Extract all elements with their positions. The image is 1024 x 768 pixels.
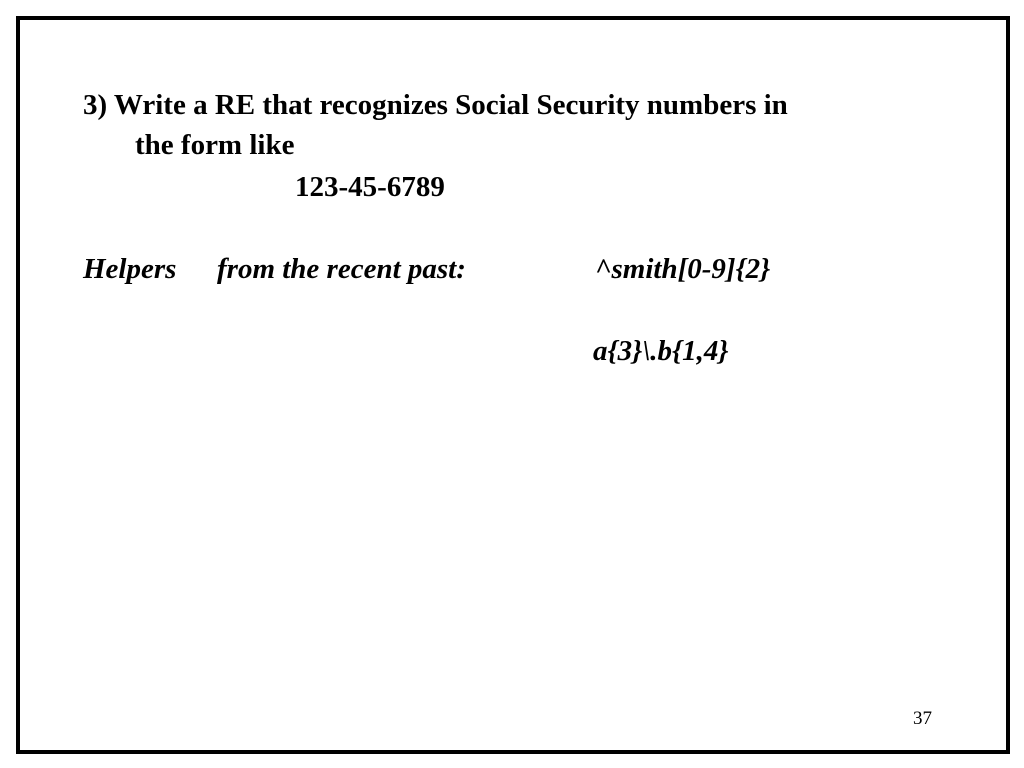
helpers-word: Helpers	[83, 253, 177, 285]
ssn-example: 123-45-6789	[295, 171, 445, 203]
helper-regex-2: a{3}\.b{1,4}	[593, 335, 729, 367]
helper-regex-1: ^smith[0-9]{2}	[595, 253, 771, 285]
slide	[16, 16, 1010, 754]
helpers-label	[83, 255, 466, 284]
helpers-rest: from the recent past:	[217, 253, 466, 285]
page-number: 37	[913, 708, 932, 729]
question-line-1: 3) Write a RE that recognizes Social Security numbers in	[83, 89, 788, 121]
question-line-2: the form like	[135, 129, 295, 161]
